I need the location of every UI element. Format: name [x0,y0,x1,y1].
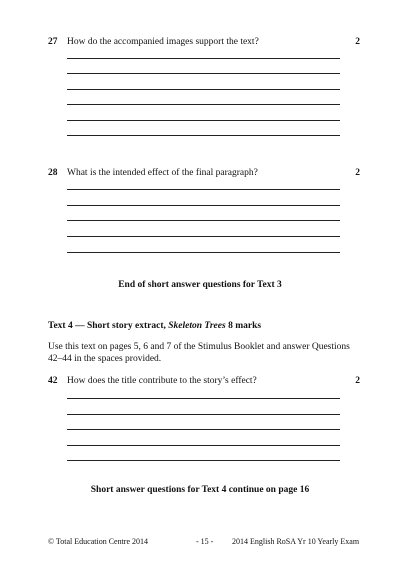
section-instructions: Use this text on pages 5, 6 and 7 of the Stimulus Booklet and answer Questions 42–44 in the spaces provided. [48,342,350,364]
answer-line[interactable] [67,104,340,105]
section-marks: 8 marks [228,321,262,331]
footer-copyright: © Total Education Centre 2014 [48,537,149,546]
answer-line[interactable] [67,73,340,74]
answer-line[interactable] [67,89,340,90]
end-text3-note: End of short answer questions for Text 3 [118,280,282,290]
question-marks: 2 [355,168,360,178]
question-number: 28 [48,168,58,178]
continue-note: Short answer questions for Text 4 continue on page 16 [90,485,310,495]
question-text: How do the accompanied images support the text? [67,37,259,47]
answer-line[interactable] [67,236,340,237]
answer-line[interactable] [67,398,340,399]
question-number: 27 [48,37,58,47]
answer-line[interactable] [67,252,340,253]
answer-line[interactable] [67,135,340,136]
section-label: Text 4 [48,321,73,331]
section-title: Skeleton Trees [168,321,226,331]
answer-line[interactable] [67,460,340,461]
footer-page-number: - 15 - [196,537,214,546]
answer-line[interactable] [67,189,340,190]
section-dash: — [75,321,85,331]
question-text: How does the title contribute to the story’s effect? [67,376,257,386]
section-heading [48,320,261,332]
answer-line[interactable] [67,58,340,59]
answer-line[interactable] [67,120,340,121]
question-marks: 2 [355,376,360,386]
answer-line[interactable] [67,429,340,430]
answer-line[interactable] [67,220,340,221]
footer-exam-title: 2014 English RoSA Yr 10 Yearly Exam [232,537,360,546]
answer-line[interactable] [67,205,340,206]
answer-line[interactable] [67,445,340,446]
question-number: 42 [48,376,58,386]
question-text: What is the intended effect of the final paragraph? [67,168,258,178]
question-marks: 2 [355,37,360,47]
section-prefix: Short story extract, [86,321,166,331]
answer-line[interactable] [67,414,340,415]
